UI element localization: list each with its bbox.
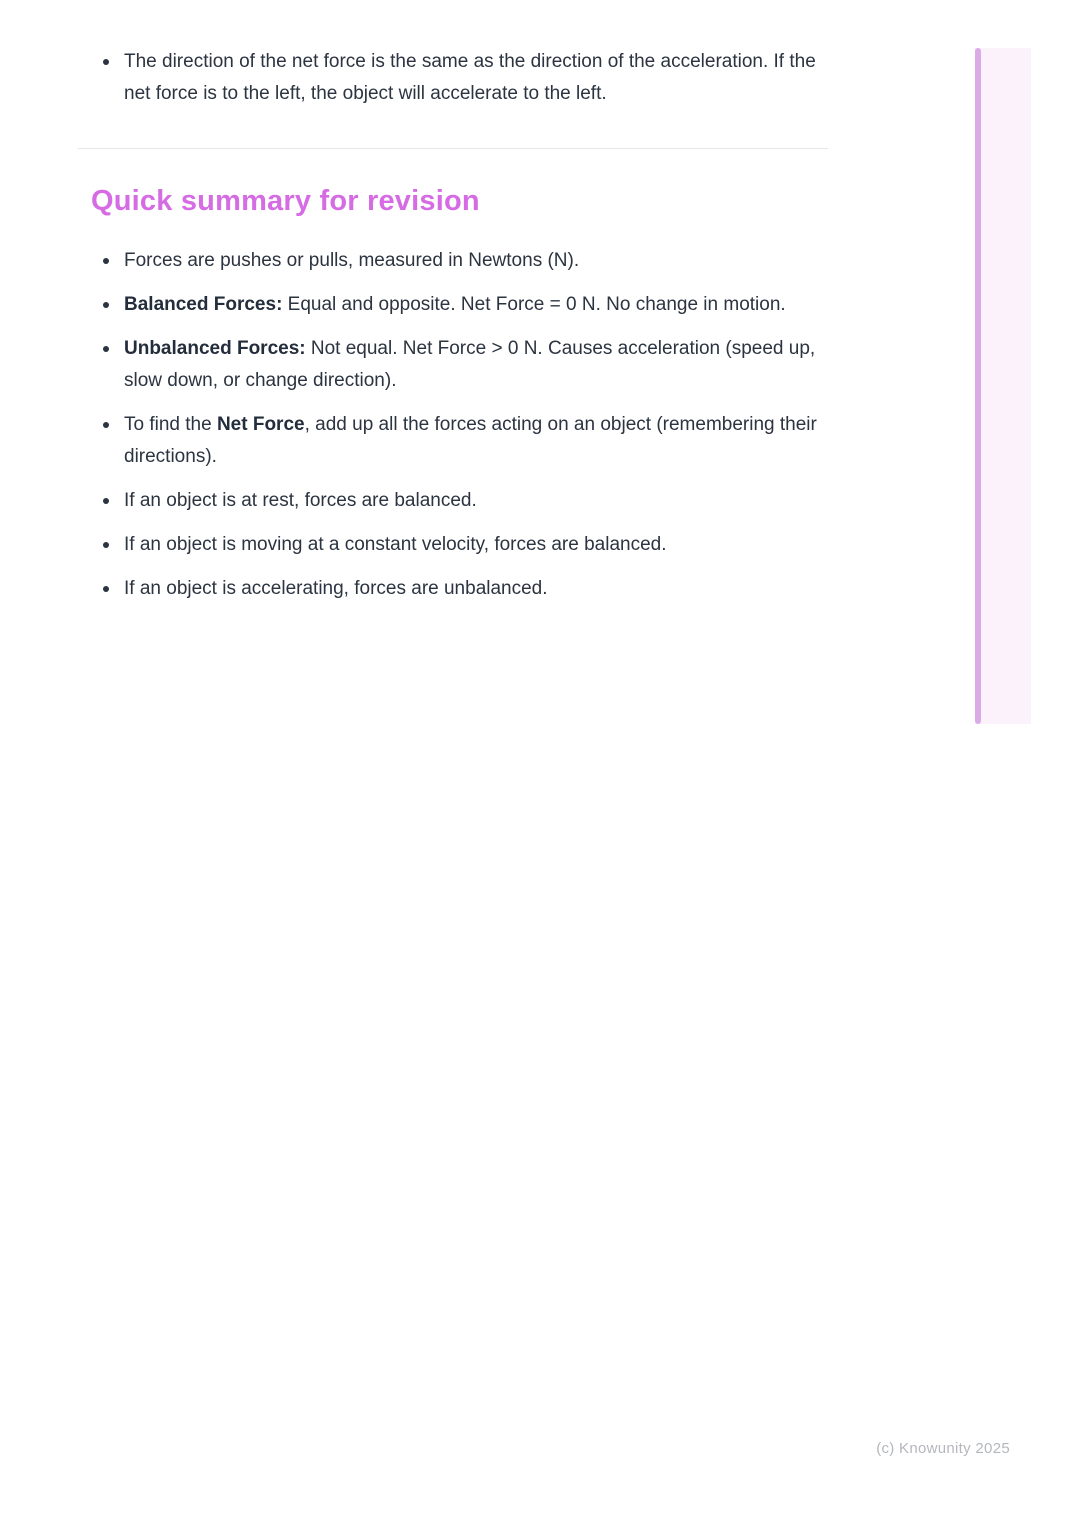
bullet-text: To find the: [124, 414, 217, 435]
list-item: [80, 529, 830, 561]
list-item: [80, 573, 830, 605]
intro-bullet-list: [80, 46, 830, 110]
list-item: [80, 409, 830, 473]
document-content: [80, 0, 830, 617]
list-item: [80, 485, 830, 517]
summary-bullet-list: [80, 245, 830, 605]
intro-bullet-text: The direction of the net force is the same as the direction of the acceleration. If the net force is to the left, the object will accelerate to the left.: [124, 51, 816, 104]
bullet-text: If an object is accelerating, forces are unbalanced.: [124, 578, 548, 599]
scrollbar-thumb[interactable]: [975, 48, 981, 724]
list-item: [80, 46, 830, 110]
bullet-text: If an object is moving at a constant velocity, forces are balanced.: [124, 534, 667, 555]
scrollbar-track[interactable]: [975, 48, 1031, 724]
bullet-text: Equal and opposite. Net Force = 0 N. No change in motion.: [282, 294, 786, 315]
copyright-text: (c) Knowunity 2025: [876, 1440, 1010, 1457]
bullet-text: , add up all the forces acting on an object (remembering their directions).: [124, 414, 817, 467]
bullet-bold-text: Balanced Forces:: [124, 294, 283, 315]
bullet-bold-text: Unbalanced Forces:: [124, 338, 306, 359]
bullet-bold-text: Net Force: [216, 414, 305, 435]
bullet-text: Not equal. Net Force > 0 N. Causes acceleration (speed up, slow down, or change direction).: [124, 338, 816, 391]
section-divider: [78, 148, 828, 149]
section-heading: Quick summary for revision: [91, 185, 480, 217]
list-item: [80, 289, 830, 321]
bullet-text: If an object is at rest, forces are balanced.: [124, 490, 477, 511]
bullet-text: Forces are pushes or pulls, measured in Newtons (N).: [124, 250, 580, 271]
list-item: [80, 245, 830, 277]
list-item: [80, 333, 830, 397]
